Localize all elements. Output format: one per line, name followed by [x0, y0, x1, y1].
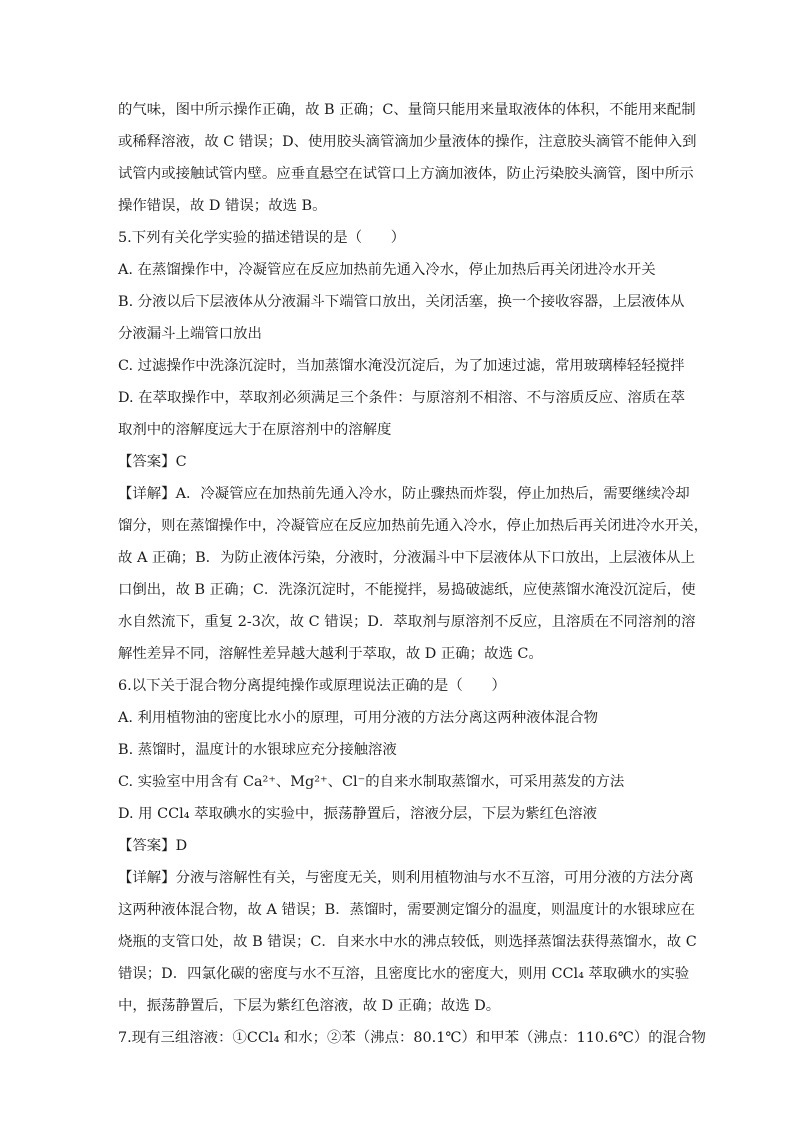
option-d: D. 在萃取操作中，萃取剂必须满足三个条件：与原溶剂不相溶、不与溶质反应、溶质在萃	[118, 390, 686, 406]
question-7-stem: 7.现有三组溶液：①CCl₄ 和水；②苯（沸点：80.1℃）和甲苯（沸点：110.6℃）的混合物	[118, 1030, 706, 1046]
explanation-line: 水自然流下，重复 2-3次，故 C 错误；D．萃取剂与原溶剂不反应，且溶质在不同溶剂的溶	[118, 614, 696, 630]
explanation-line: 这两种液体混合物，故 A 错误；B．蒸馏时，需要测定馏分的温度，则温度计的水银球应在	[118, 902, 695, 918]
option-c: C. 过滤操作中洗涤沉淀时，当加蒸馏水淹没沉淀后，为了加速过滤，常用玻璃棒轻轻搅拌	[118, 358, 685, 374]
text-line: 试管内或接触试管内壁。应垂直悬空在试管口上方滴加液体，防止污染胶头滴管，图中所示	[118, 166, 694, 182]
option-b: B. 分液以后下层液体从分液漏斗下端管口放出，关闭活塞，换一个接收容器，上层液体从	[118, 294, 685, 310]
text-line: 操作错误，故 D 错误；故选 B。	[118, 198, 327, 214]
explanation-line: 【详解】分液与溶解性有关，与密度无关，则利用植物油与水不互溶，可用分液的方法分离	[118, 870, 694, 886]
option-d-cont: 取剂中的溶解度远大于在原溶剂中的溶解度	[118, 422, 392, 438]
explanation-line: 馏分，则在蒸馏操作中，冷凝管应在反应加热前先通入冷水，停止加热后再关闭进冷水开关，	[118, 518, 709, 534]
answer-label: 【答案】D	[118, 838, 188, 854]
explanation-line: 烧瓶的支管口处，故 B 错误；C．自来水中水的沸点较低，则选择蒸馏法获得蒸馏水，故 C	[118, 934, 697, 950]
option-c: C. 实验室中用含有 Ca²⁺、Mg²⁺、Cl⁻的自来水制取蒸馏水，可采用蒸发的方法	[118, 774, 625, 790]
option-a: A. 利用植物油的密度比水小的原理，可用分液的方法分离这两种液体混合物	[118, 710, 599, 726]
option-a: A. 在蒸馏操作中，冷凝管应在反应加热前先通入冷水，停止加热后再关闭进冷水开关	[118, 262, 656, 278]
text-line: 的气味，图中所示操作正确，故 B 正确；C、量筒只能用来量取液体的体积，不能用来配制	[118, 102, 696, 118]
option-b-cont: 分液漏斗上端管口放出	[118, 326, 262, 342]
explanation-line: 故 A 正确；B．为防止液体污染，分液时，分液漏斗中下层液体从下口放出，上层液体从上	[118, 550, 695, 566]
question-5-stem: 5.下列有关化学实验的描述错误的是（ ）	[118, 230, 406, 246]
option-d: D. 用 CCl₄ 萃取碘水的实验中，振荡静置后，溶液分层，下层为紫红色溶液	[118, 806, 598, 822]
option-b: B. 蒸馏时，温度计的水银球应充分接触溶液	[118, 742, 397, 758]
text-line: 或稀释溶液，故 C 错误；D、使用胶头滴管滴加少量液体的操作，注意胶头滴管不能伸入到	[118, 134, 697, 150]
explanation-line: 错误；D．四氯化碳的密度与水不互溶，且密度比水的密度大，则用 CCl₄ 萃取碘水的实验	[118, 966, 690, 982]
explanation-line: 口倒出，故 B 正确；C．洗涤沉淀时，不能搅拌，易捣破滤纸，应使蒸馏水淹没沉淀后，使	[118, 582, 696, 598]
explanation-line: 中，振荡静置后，下层为紫红色溶液，故 D 正确；故选 D。	[118, 998, 501, 1014]
answer-label: 【答案】C	[118, 454, 187, 470]
question-6-stem: 6.以下关于混合物分离提纯操作或原理说法正确的是（ ）	[118, 678, 506, 694]
explanation-line: 【详解】A．冷凝管应在加热前先通入冷水，防止骤热而炸裂，停止加热后，需要继续冷却	[118, 486, 690, 502]
explanation-line: 解性差异不同，溶解性差异越大越利于萃取，故 D 正确；故选 C。	[118, 646, 543, 662]
